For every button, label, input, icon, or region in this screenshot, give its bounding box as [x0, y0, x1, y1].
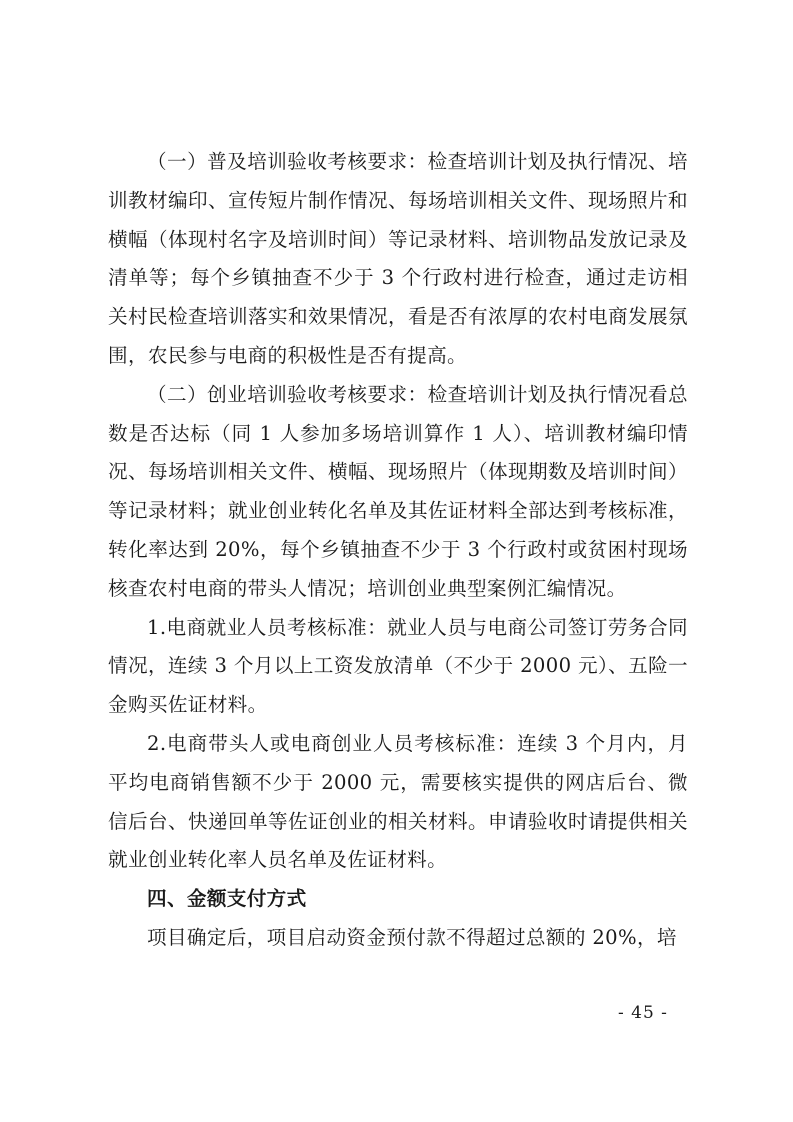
paragraph-leader-standard: 2.电商带头人或电商创业人员考核标准：连续 3 个月内，月平均电商销售额不少于 2000 元，需要核实提供的网店后台、微信后台、快递回单等佐证创业的相关材料。申请验收时请提供相关就业创业转化率人员名单及佐证材料。: [108, 731, 688, 872]
document-body: [108, 143, 688, 958]
paragraph-payment-terms: 项目确定后，项目启动资金预付款不得超过总额的 20%，培: [147, 925, 677, 949]
page-number: - 45 -: [618, 1003, 668, 1023]
paragraph-entrepreneurship-training-requirements: （二）创业培训验收考核要求：检查培训计划及执行情况看总数是否达标（同 1 人参加多场培训算作 1 人）、培训教材编印情况、每场培训相关文件、横幅、现场照片（体现期数及培训时间）等记录材料；就业创业转化名单及其佐证材料全部达到考核标准，转化率达到 20%，每个乡镇抽查不少于 3 个行政村或贫困村现场核查农村电商的带头人情况；培训创业典型案例汇编情况。: [108, 382, 688, 600]
section-heading-payment: 四、金额支付方式: [147, 887, 307, 911]
paragraph-general-training-requirements: （一）普及培训验收考核要求：检查培训计划及执行情况、培训教材编印、宣传短片制作情况、每场培训相关文件、现场照片和横幅（体现村名字及培训时间）等记录材料、培训物品发放记录及清单等；每个乡镇抽查不少于 3 个行政村进行检查，通过走访相关村民检查培训落实和效果情况，看是否有浓厚的农村电商发展氛围，农民参与电商的积极性是否有提高。: [108, 150, 688, 367]
paragraph-employment-standard: 1.电商就业人员考核标准：就业人员与电商公司签订劳务合同情况，连续 3 个月以上工资发放清单（不少于 2000 元）、五险一金购买佐证材料。: [108, 615, 688, 717]
